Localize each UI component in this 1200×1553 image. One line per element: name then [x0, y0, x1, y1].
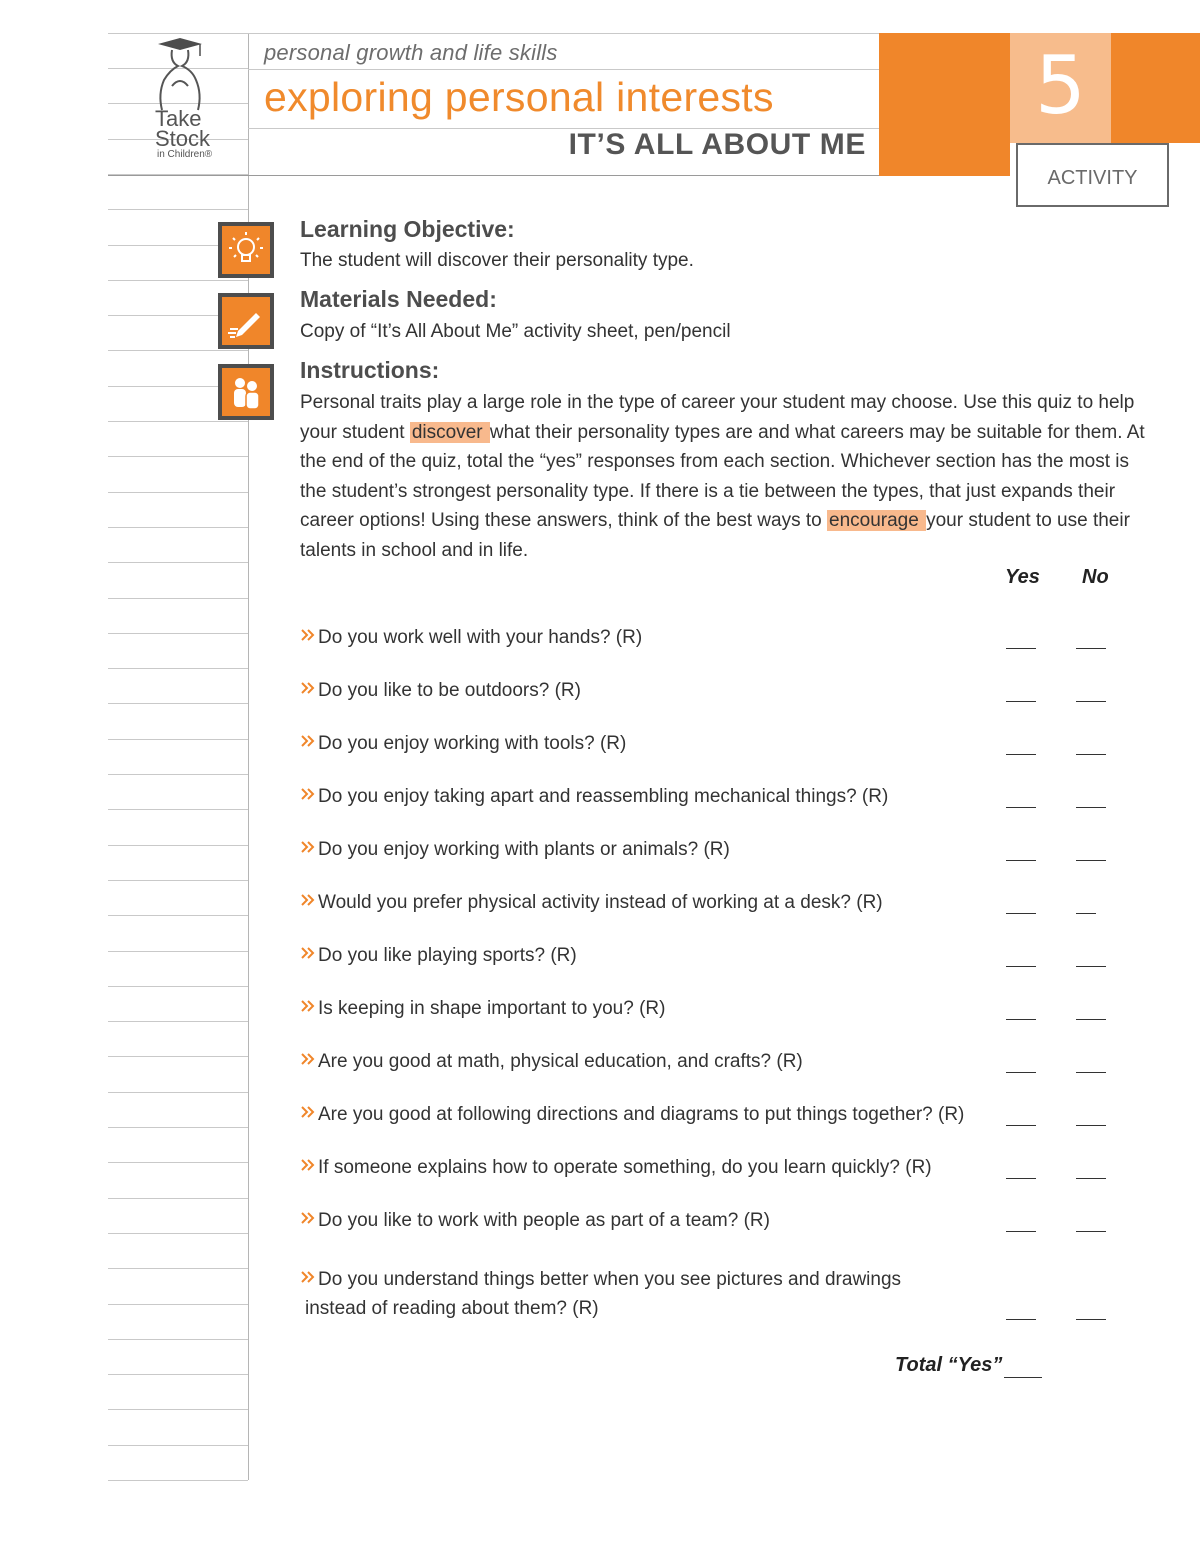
question-text: Do you like to be outdoors? (R) — [318, 680, 581, 701]
double-chevron-icon — [300, 627, 316, 643]
margin-rule-line — [108, 809, 248, 810]
instructions-part-3: your student to use their talents in school and in life. — [300, 510, 1130, 561]
question-text: Do you enjoy working with tools? (R) — [318, 733, 627, 754]
double-chevron-icon — [300, 680, 316, 696]
double-chevron-icon — [300, 1157, 316, 1173]
margin-rule-line — [108, 1268, 248, 1269]
margin-rule-line — [108, 633, 248, 634]
margin-rule-line — [108, 1198, 248, 1199]
yes-answer-blank[interactable] — [1006, 701, 1036, 702]
margin-rule-line — [108, 492, 248, 493]
logo-text-stock: Stock — [155, 126, 211, 151]
no-answer-blank[interactable] — [1076, 1178, 1106, 1179]
double-chevron-icon — [300, 945, 316, 961]
double-chevron-icon — [300, 892, 316, 908]
header-subtitle: personal growth and life skills — [264, 40, 558, 65]
double-chevron-icon — [300, 786, 316, 802]
question-text-continued: instead of reading about them? (R) — [305, 1298, 599, 1319]
question-text: Is keeping in shape important to you? (R) — [318, 998, 666, 1019]
margin-rule-line — [108, 562, 248, 563]
yes-answer-blank[interactable] — [1006, 1319, 1036, 1320]
materials-text: Copy of “It’s All About Me” activity sheet, pen/pencil — [300, 321, 731, 342]
no-answer-blank[interactable] — [1076, 807, 1106, 808]
pencil-icon — [222, 297, 270, 345]
margin-rule-line — [108, 1339, 248, 1340]
yes-answer-blank[interactable] — [1006, 1072, 1036, 1073]
margin-rule-line — [108, 1127, 248, 1128]
question-row — [300, 1153, 1120, 1213]
margin-rule-line — [108, 1092, 248, 1093]
yes-answer-blank[interactable] — [1006, 860, 1036, 861]
margin-rule-line — [108, 1233, 248, 1234]
yes-answer-blank[interactable] — [1006, 1231, 1036, 1232]
logo-text-children: in Children® — [157, 149, 213, 160]
no-answer-blank[interactable] — [1076, 1231, 1106, 1232]
people-icon — [222, 368, 270, 416]
no-answer-blank[interactable] — [1076, 1072, 1106, 1073]
question-text: Do you like to work with people as part of a team? (R) — [318, 1210, 770, 1231]
yes-answer-blank[interactable] — [1006, 807, 1036, 808]
lightbulb-icon — [222, 226, 270, 274]
highlight-encourage: encourage — [829, 510, 925, 531]
no-answer-blank[interactable] — [1076, 701, 1106, 702]
margin-rule-line — [108, 986, 248, 987]
margin-rule-line — [108, 209, 248, 210]
double-chevron-icon — [300, 1269, 316, 1285]
yes-answer-blank[interactable] — [1006, 1178, 1036, 1179]
total-yes-blank[interactable] — [1004, 1377, 1042, 1378]
instructions-part-2: what their personality types are and what careers may be suitable for them. At the end of the quiz, total the “yes” responses from each section. Whichever section has the most is the student’s strongest personality type. If there is a tie between the types, that just expands their career options! Using these answers, think of the best ways to — [300, 421, 1145, 531]
margin-rule-line — [108, 1445, 248, 1446]
header-title: exploring personal interests — [264, 74, 774, 120]
margin-rule-line — [108, 1056, 248, 1057]
no-answer-blank[interactable] — [1076, 913, 1096, 914]
yes-answer-blank[interactable] — [1006, 966, 1036, 967]
pencil-icon-box — [218, 293, 274, 349]
margin-rule-line — [108, 1374, 248, 1375]
margin-rule-line — [108, 1480, 248, 1481]
question-row — [300, 835, 1120, 895]
question-row — [300, 782, 1120, 842]
double-chevron-icon — [300, 998, 316, 1014]
margin-rule-line — [108, 598, 248, 599]
margin-rule-line — [108, 774, 248, 775]
question-row — [300, 1265, 1120, 1325]
header-rule-mid — [248, 69, 879, 70]
question-text: Do you understand things better when you see pictures and drawings — [318, 1269, 902, 1290]
question-row — [300, 941, 1120, 1001]
header-accent-block — [879, 33, 1010, 176]
margin-rule-line — [108, 880, 248, 881]
margin-rule-line — [108, 456, 248, 457]
margin-rule-line — [108, 350, 248, 351]
no-answer-blank[interactable] — [1076, 1019, 1106, 1020]
margin-rule-line — [108, 1162, 248, 1163]
question-text: Do you like playing sports? (R) — [318, 945, 577, 966]
materials-heading: Materials Needed: — [300, 286, 497, 312]
margin-rule-line — [108, 280, 248, 281]
margin-rule-line — [108, 845, 248, 846]
margin-rule-line — [108, 915, 248, 916]
no-answer-blank[interactable] — [1076, 966, 1106, 967]
margin-rule-line — [108, 1304, 248, 1305]
question-text: Are you good at following directions and diagrams to put things together? (R) — [318, 1104, 965, 1125]
header-rule-top — [108, 33, 879, 34]
no-answer-blank[interactable] — [1076, 648, 1106, 649]
question-row — [300, 994, 1120, 1054]
question-row — [300, 729, 1120, 789]
question-row — [300, 623, 1120, 683]
header-rule-bottom — [108, 175, 1003, 176]
logo-text-take: Take — [155, 106, 202, 131]
question-row — [300, 1206, 1120, 1266]
no-answer-blank[interactable] — [1076, 754, 1106, 755]
activity-number: 5 — [1035, 39, 1086, 132]
activity-label: ACTIVITY — [1047, 167, 1138, 189]
instructions-heading: Instructions: — [300, 357, 440, 383]
double-chevron-icon — [300, 839, 316, 855]
no-answer-blank[interactable] — [1076, 860, 1106, 861]
header-accent-block-right — [1111, 33, 1200, 143]
no-column-header: No — [1082, 566, 1109, 588]
double-chevron-icon — [300, 1104, 316, 1120]
yes-answer-blank[interactable] — [1006, 754, 1036, 755]
no-answer-blank[interactable] — [1076, 1319, 1106, 1320]
margin-rule-line — [108, 1409, 248, 1410]
margin-rule-line — [108, 703, 248, 704]
total-yes-label: Total “Yes” — [895, 1354, 1003, 1376]
yes-column-header: Yes — [1005, 566, 1040, 588]
question-text: Do you work well with your hands? (R) — [318, 627, 643, 648]
yes-answer-blank[interactable] — [1006, 913, 1036, 914]
learning-objective-text: The student will discover their personality type. — [300, 250, 694, 271]
question-text: If someone explains how to operate something, do you learn quickly? (R) — [318, 1157, 932, 1178]
question-row — [300, 1100, 1120, 1160]
double-chevron-icon — [300, 1210, 316, 1226]
graduate-figure-icon — [150, 36, 214, 116]
people-icon-box — [218, 364, 274, 420]
question-text: Do you enjoy working with plants or animals? (R) — [318, 839, 730, 860]
question-row — [300, 1047, 1120, 1107]
question-text: Would you prefer physical activity instead of working at a desk? (R) — [318, 892, 883, 913]
instructions-part-1: Personal traits play a large role in the type of career your student may choose. Use this quiz to help your student — [300, 392, 1135, 443]
question-row — [300, 888, 1120, 948]
activity-title: IT’S ALL ABOUT ME — [568, 128, 866, 161]
no-answer-blank[interactable] — [1076, 1125, 1106, 1126]
question-row — [300, 676, 1120, 736]
double-chevron-icon — [300, 1051, 316, 1067]
question-text: Do you enjoy taking apart and reassembling mechanical things? (R) — [318, 786, 889, 807]
activity-label-box — [1016, 143, 1169, 207]
margin-rule-line — [108, 668, 248, 669]
yes-answer-blank[interactable] — [1006, 648, 1036, 649]
margin-rule-line — [108, 421, 248, 422]
margin-rule-line — [108, 739, 248, 740]
highlight-discover: discover — [411, 421, 488, 443]
question-text: Are you good at math, physical education, and crafts? (R) — [318, 1051, 803, 1072]
margin-rule-line — [108, 951, 248, 952]
margin-rule-line — [108, 527, 248, 528]
lightbulb-icon-box — [218, 222, 274, 278]
yes-answer-blank[interactable] — [1006, 1019, 1036, 1020]
yes-answer-blank[interactable] — [1006, 1125, 1036, 1126]
learning-objective-heading: Learning Objective: — [300, 216, 515, 242]
margin-rule-line — [108, 1021, 248, 1022]
instructions-text — [300, 388, 1150, 565]
double-chevron-icon — [300, 733, 316, 749]
